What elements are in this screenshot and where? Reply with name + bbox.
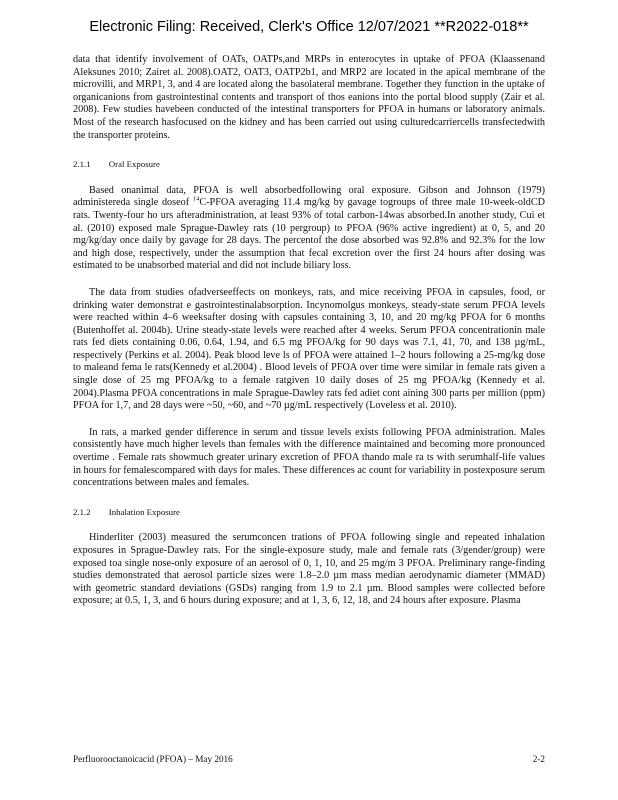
section-title: Oral Exposure: [108, 159, 160, 170]
paragraph-inhalation-study: Hinderliter (2003) measured the serumconcen trations of PFOA following single and repeated inhalation exposures in Sprague-Dawley rats. For the single-exposure study, male and female rats (3/gender/group) were exposed toa single nose-only exposure of an aerosol of 0, 1, 10, and 25 mg/m 3 PFOA. Preliminary range-finding studies demonstrated that aerosol particle sizes were 1.8–2.0 µm mass median aerodynamic diameter (MMAD) with geometric standard deviations (GSDs) ranging from 1.9 to 2.1 µm. Blood samples were collected before exposure; at 0.5, 1, 3, and 6 hours during exposure; and at 1, 3, 6, 12, 18, and 24 hours after exposure. Plasma: [73, 532, 545, 607]
paragraph-monkey-rat-data: The data from studies ofadverseeffects on monkeys, rats, and mice receiving PFOA in capsules, food, or drinking water demonstrat e gastrointestinalabsorption. Incynomolgus monkeys, steady-state serum PFOA levels were reached within 4–6 weeksafter dosing with capsules containing 3, 10, and 20 mg/kg PFOA for 6 months (Butenhoffet al. 2004b). Urine steady-state levels were reached after 4 weeks. Serum PFOA concentrationin male rats fed diets containing 0.06, 0.64, 1.94, and 6.5 mg PFOA/kg for 90 days was 7.1, 41, 70, and 138 µg/mL, respectively (Perkins et al. 2004). Peak blood leve ls of PFOA were attained 1–2 hours following a 25-mg/kg dose to maleand fema le rats(Kennedy et al.2004) . Blood levels of PFOA over time were similar in female rats given a single dose of 25 mg PFOA/kg to a female ratgiven 10 daily doses of 25 mg PFOA/kg (Kennedy et al. 2004).Plasma PFOA concentrations in male Sprague-Dawley rats fed adiet cont aining 300 parts per million (ppm) PFOA for 1,7, and 28 days were ~50, ~60, and ~70 µg/mL respectively (Loveless et al. 2010).: [73, 286, 545, 412]
page-number: 2-2: [532, 754, 545, 764]
page-footer: [73, 754, 545, 764]
section-heading-inhalation: [73, 506, 545, 519]
footer-document-title: Perfluorooctanoicacid (PFOA) – May 2016: [73, 754, 233, 764]
text-run: Based onanimal data, PFOA is well absorbedfollowing oral exposure. Gibson and Johnson (1979) administereda single doseof: [73, 184, 545, 209]
filing-stamp: Electronic Filing: Received, Clerk's Office 12/07/2021 **R2022-018**: [89, 19, 529, 35]
paragraph-gender-difference: In rats, a marked gender difference in serum and tissue levels exists following PFOA administration. Males consistently have much higher levels than females with the difference maintained and becoming more pronounced overtime . Female rats showmuch greater urinary excretion of PFOA thando male ra ts with serumhalf-life values in hours for femalescompared with days for males. These differences ac count for variability in postexposure serum concentrations between males and females.: [73, 426, 545, 489]
section-title: Inhalation Exposure: [108, 506, 180, 517]
paragraph-oral-absorption: [73, 185, 545, 273]
section-number: 2.1.1: [73, 159, 91, 170]
section-heading-oral: [73, 158, 545, 171]
section-number: 2.1.2: [73, 506, 91, 517]
paragraph-transporters: data that identify involvement of OATs, OATPs,and MRPs in enterocytes in uptake of PFOA (Klaassenand Aleksunes 2010; Zairet al. 2008).OAT2, OAT3, OATP2b1, and MRP2 are located in the apical membrane of the microvilli, and MRP1, 3, and 4 are located along the basolateral membrane. Together they function in the uptake of organicanions from gastrointestinal contents and transport of thos eanions into the portal blood supply (Zair et al. 2008). Few studies havebeen conducted of the intestinal transporters for PFOA in humans or laboratory animals. Most of the research hasfocused on the kidney and has been carried out using culturedcarriercells transfectedwith the transporter proteins.: [73, 54, 545, 141]
text-run: C-PFOA averaging 11.4 mg/kg by gavage togroups of three male 10-week-oldCD rats. Twenty-four ho urs afteradministration, at least 93% of total carbon-14was absorbed.In another study, Cui et al. (2010) exposed male Sprague-Dawley rats (10 pergroup) to PFOA (96% active ingredient) at 0, 5, and 20 mg/kg/day once daily by gavage for 28 days. The percentof the dose absorbed was 92.8% and 92.3% for the low and high dose, respectively, under the assumption that fecal excretion over the first 24 hours after dosing was estimated to be unabsorbed material and did not include biliary loss.: [73, 197, 545, 272]
document-body: [73, 54, 545, 622]
superscript-14: 14: [192, 195, 200, 203]
